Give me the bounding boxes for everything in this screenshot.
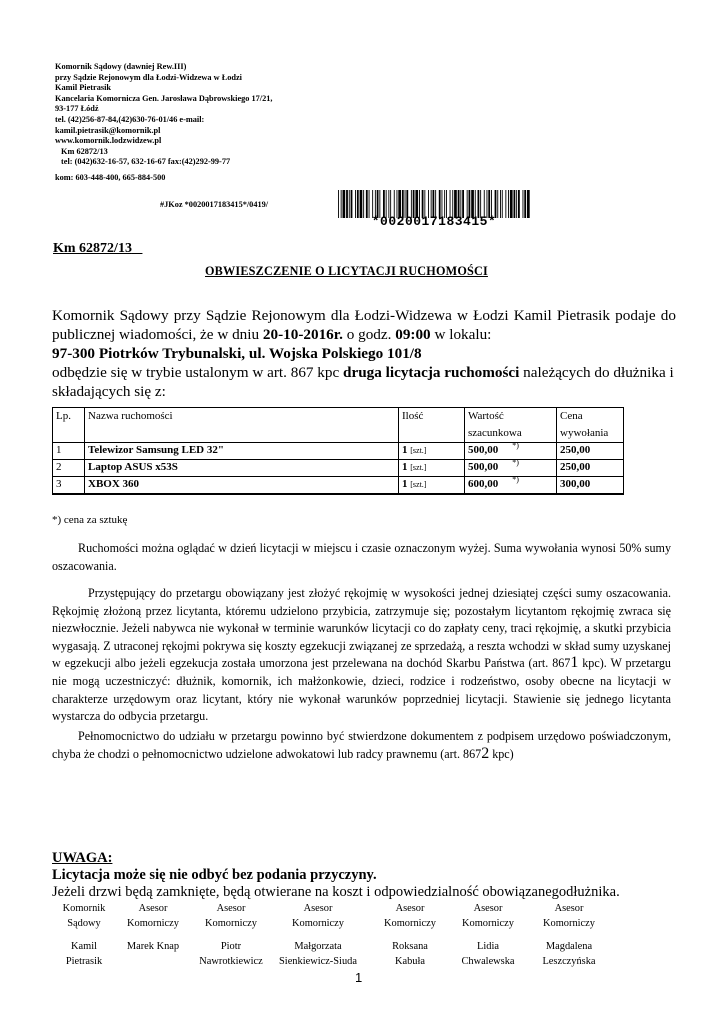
column-header-name: Nazwa ruchomości	[85, 408, 399, 443]
notice-line: Licytacja może się nie odbyć bez podania przyczyny.	[52, 867, 377, 883]
row-value: 500,00 *)	[465, 443, 557, 460]
staff-member: Asesor Komorniczy Magdalena Leszczyńska	[542, 903, 596, 967]
intro-text	[52, 306, 676, 401]
table-row	[53, 460, 624, 477]
page-title: OBWIESZCZENIE O LICYTACJI RUCHOMOŚCI	[205, 264, 488, 278]
auction-time: 09:00	[395, 326, 431, 343]
notice-line: Jeżeli drzwi będą zamknięte, będą otwierane na koszt i odpowiedzialność obowiązanegodłużnika.	[52, 884, 620, 900]
column-header-value: Wartość szacunkowa	[465, 408, 557, 443]
staff-member: Asesor Komorniczy Marek Knap	[126, 903, 180, 952]
auction-address: 97-300 Piotrków Trybunalski, ul. Wojska Polskiego 101/8	[52, 345, 422, 362]
letterhead-line: kamil.pietrasik@komornik.pl	[55, 125, 161, 135]
notice-heading: UWAGA:	[52, 850, 113, 866]
letterhead-line: przy Sądzie Rejonowym dla Łodzi-Widzewa w Łodzi	[55, 72, 242, 82]
intro-line: składających się z:	[52, 383, 166, 400]
barcode-text: *0020017183415*	[371, 214, 497, 229]
case-number-text: Km 62872/13	[53, 241, 132, 256]
barcode	[338, 190, 530, 228]
column-header-lp: Lp.	[53, 408, 85, 443]
auction-date: 20-10-2016r.	[262, 326, 343, 343]
row-price: 250,00	[557, 443, 624, 460]
row-value: 600,00 *)	[465, 477, 557, 495]
bailiff-letterhead	[55, 62, 272, 184]
letterhead-line: tel: (042)632-16-57, 632-16-67 fax:(42)292-99-77	[61, 157, 231, 167]
staff-member: Asesor Komorniczy Lidia Chwalewska	[461, 903, 515, 967]
row-lp: 2	[53, 460, 85, 477]
row-qty: 1 [szt.]	[399, 460, 465, 477]
paragraph-viewing: Ruchomości można oglądać w dzień licytacji w miejscu i czasie oznaczonym wyżej. Suma wywołania wynosi 50% sumy oszacowania.	[52, 541, 671, 573]
page-number: 1	[355, 970, 363, 985]
staff-member: Asesor Komorniczy Roksana Kabuła	[384, 903, 436, 967]
items-table	[52, 407, 624, 495]
row-price: 300,00	[557, 477, 624, 495]
row-lp: 1	[53, 443, 85, 460]
table-row	[53, 477, 624, 495]
staff-member: Asesor Komorniczy Małgorzata Sienkiewicz-Siuda	[279, 903, 357, 967]
row-price: 250,00	[557, 460, 624, 477]
paragraph-power-of-attorney: Pełnomocnictwo do udziału w przetargu powinno być stwierdzone dokumentem z podpisem urzędowo poświadczonym, chyba że chodzi o pełnomocnictwo udzielone adwokatowi lub radcy prawnemu (art. 8672 kpc)	[52, 729, 671, 762]
letterhead-line: Km 62872/13	[61, 146, 108, 156]
row-name: Laptop ASUS x53S	[85, 460, 399, 477]
intro-line: odbędzie się w trybie ustalonym w art. 867 kpc druga licytacja ruchomości należących do dłużnika i	[52, 364, 674, 381]
case-number	[53, 241, 142, 257]
table-header-row	[53, 408, 624, 443]
table-footnote: *) cena za sztukę	[52, 514, 128, 526]
column-header-price: Cena wywołania	[557, 408, 624, 443]
letterhead-line: Kamil Pietrasik	[55, 83, 111, 93]
row-qty: 1 [szt.]	[399, 443, 465, 460]
staff-member: Asesor Komorniczy Piotr Nawrotkiewicz	[199, 903, 263, 967]
letterhead-line: www.komornik.lodzwidzew.pl	[55, 136, 162, 146]
staff-member: Komornik Sądowy Kamil Pietrasik	[62, 903, 106, 967]
letterhead-line: tel. (42)256-87-84,(42)630-76-01/46 e-mail:	[55, 114, 205, 124]
row-value: 500,00 *)	[465, 460, 557, 477]
letterhead-line: 93-177 Łódź	[55, 104, 99, 114]
document-reference: #JKoz *0020017183415*/0419/	[160, 200, 269, 209]
row-qty: 1 [szt.]	[399, 477, 465, 495]
letterhead-line: Komornik Sądowy (dawniej Rew.III)	[55, 62, 187, 71]
table-row	[53, 443, 624, 460]
intro-line: Komornik Sądowy przy Sądzie Rejonowym dla Łodzi-Widzewa w Łodzi Kamil Pietrasik podaje do	[52, 307, 676, 324]
row-name: XBOX 360	[85, 477, 399, 495]
letterhead-line: Kancelaria Komornicza Gen. Jarosława Dąbrowskiego 17/21,	[55, 93, 273, 103]
intro-line: publicznej wiadomości, że w dniu 20-10-2016r. o godz. 09:00 w lokalu:	[52, 326, 492, 343]
letterhead-line: kom: 603-448-400, 665-884-500	[55, 172, 166, 182]
row-lp: 3	[53, 477, 85, 495]
row-name: Telewizor Samsung LED 32"	[85, 443, 399, 460]
column-header-qty: Ilość	[399, 408, 465, 443]
paragraph-deposit: Przystępujący do przetargu obowiązany jest złożyć rękojmię w wysokości jednej dziesiątej części sumy oszacowania. Rękojmię złożoną przez licytanta, któremu udzielono przybicia, zatrzymuje się; pozostałym licytantom rękojmię zwraca się niezwłocznie. Jeżeli nabywca nie wykonał w terminie warunków licytacji co do zapłaty ceny, traci rękojmię, a skutki przybicia wygasają. Z utraconej rękojmi pokrywa się koszty egzekucji związanej ze sprzedażą, a reszta wchodzi w skład sumy uzyskanej w egzekucji albo jeżeli egzekucja została umorzona jest przelewana na dochód Skarbu Państwa (art. 8671 kpc). W przetargu nie mogą uczestniczyć: dłużnik, komornik, ich małżonkowie, dzieci, rodzice i rodzeństwo, osoby obecne na licytacji w charakterze urzędowym oraz licytant, który nie wykonał warunków poprzedniej licytacji. Stawienie się jednego licytanta wystarcza do odbycia przetargu.	[52, 586, 671, 724]
